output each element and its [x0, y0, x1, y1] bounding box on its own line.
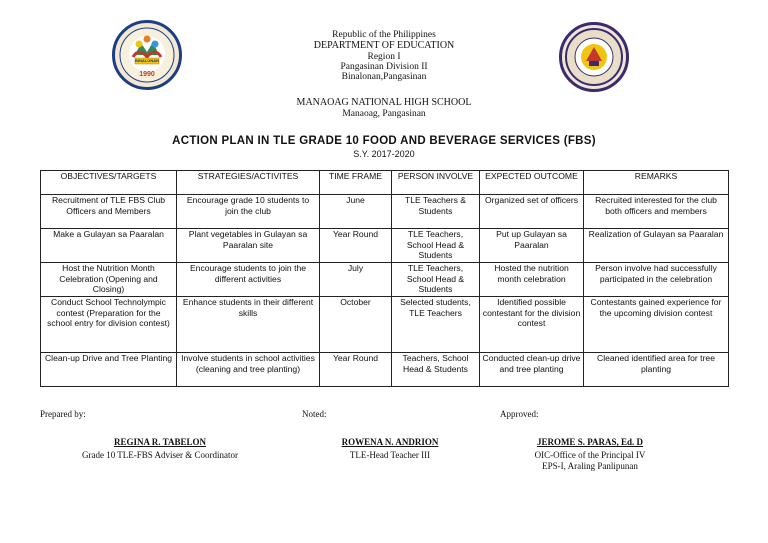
cell-remarks: Cleaned identified area for tree planting — [584, 353, 729, 387]
header-strategies: STRATEGIES/ACTIVITES — [177, 171, 320, 195]
header-outcome: EXPECTED OUTCOME — [480, 171, 584, 195]
cell-outcome: Put up Gulayan sa Paaralan — [480, 229, 584, 263]
cell-time: October — [320, 297, 392, 353]
cell-time: July — [320, 263, 392, 297]
table-row — [41, 297, 729, 353]
prepared-by-title: Grade 10 TLE-FBS Adviser & Coordinator — [81, 450, 239, 460]
cell-person: TLE Teachers, School Head & Students — [392, 263, 480, 297]
cell-remarks: Realization of Gulayan sa Paaralan — [584, 229, 729, 263]
seal-ribbon: BINALONAN — [135, 58, 159, 63]
approved-by-name: JEROME S. PARAS, Ed. D — [536, 437, 644, 447]
school-year: S.Y. 2017-2020 — [353, 149, 415, 159]
table-header-row — [41, 171, 729, 195]
header-person: PERSON INVOLVE — [392, 171, 480, 195]
prepared-by-name: REGINA R. TABELON — [114, 437, 206, 447]
seal-year: 1990 — [139, 71, 155, 78]
header-remarks: REMARKS — [584, 171, 729, 195]
cell-remarks: Person involve had successfully participated in the celebration — [584, 263, 729, 297]
cell-time: Year Round — [320, 229, 392, 263]
cell-objective: Recruitment of TLE FBS Club Officers and Members — [41, 195, 177, 229]
cell-person: TLE Teachers, School Head & Students — [392, 229, 480, 263]
table-row — [41, 353, 729, 387]
table-row — [41, 195, 729, 229]
action-plan-table — [40, 170, 729, 387]
prepared-by-label: Prepared by: — [40, 409, 86, 419]
cell-strategy: Enhance students in their different skills — [177, 297, 320, 353]
table-row — [41, 229, 729, 263]
cell-remarks: Contestants gained experience for the upcoming division contest — [584, 297, 729, 353]
cell-person: Selected students, TLE Teachers — [392, 297, 480, 353]
division-line: Pangasinan Division II — [340, 62, 428, 72]
cell-objective: Make a Gulayan sa Paaralan — [41, 229, 177, 263]
department-line: DEPARTMENT OF EDUCATION — [313, 40, 455, 51]
noted-by-title: TLE-Head Teacher III — [349, 450, 431, 460]
cell-objective: Conduct School Technolympic contest (Preparation for the school entry for division contest) — [41, 297, 177, 353]
cell-outcome: Organized set of officers — [480, 195, 584, 229]
region-line: Region I — [367, 52, 401, 62]
school-location: Manaoag, Pangasinan — [342, 109, 426, 119]
approved-by-title-2: EPS-I, Araling Panlipunan — [542, 461, 638, 471]
noted-label: Noted: — [302, 409, 327, 419]
cell-strategy: Encourage grade 10 students to join the club — [177, 195, 320, 229]
cell-person: TLE Teachers & Students — [392, 195, 480, 229]
town-line: Binalonan,Pangasinan — [341, 72, 427, 82]
approved-by-title-1: OIC-Office of the Principal IV — [534, 450, 646, 460]
document-title: ACTION PLAN IN TLE GRADE 10 FOOD AND BEVERAGE SERVICES (FBS) — [172, 135, 596, 147]
cell-objective: Clean-up Drive and Tree Planting — [41, 353, 177, 387]
approved-label: Approved: — [500, 409, 539, 419]
cell-remarks: Recruited interested for the club both officers and members — [584, 195, 729, 229]
cell-time: Year Round — [320, 353, 392, 387]
school-name: MANAOAG NATIONAL HIGH SCHOOL — [296, 97, 472, 108]
cell-strategy: Involve students in school activities (cleaning and tree planting) — [177, 353, 320, 387]
cell-outcome: Conducted clean-up drive and tree planting — [480, 353, 584, 387]
cell-person: Teachers, School Head & Students — [392, 353, 480, 387]
header-time-frame: TIME FRAME — [320, 171, 392, 195]
cell-outcome: Identified possible contestant for the division contest — [480, 297, 584, 353]
cell-strategy: Plant vegetables in Gulayan sa Paaralan site — [177, 229, 320, 263]
cell-strategy: Encourage students to join the different activities — [177, 263, 320, 297]
cell-time: June — [320, 195, 392, 229]
republic-line: Republic of the Philippines — [332, 30, 436, 40]
header-objectives: OBJECTIVES/TARGETS — [41, 171, 177, 195]
noted-by-name: ROWENA N. ANDRION — [341, 437, 439, 447]
table-row — [41, 263, 729, 297]
cell-objective: Host the Nutrition Month Celebration (Opening and Closing) — [41, 263, 177, 297]
cell-outcome: Hosted the nutrition month celebration — [480, 263, 584, 297]
